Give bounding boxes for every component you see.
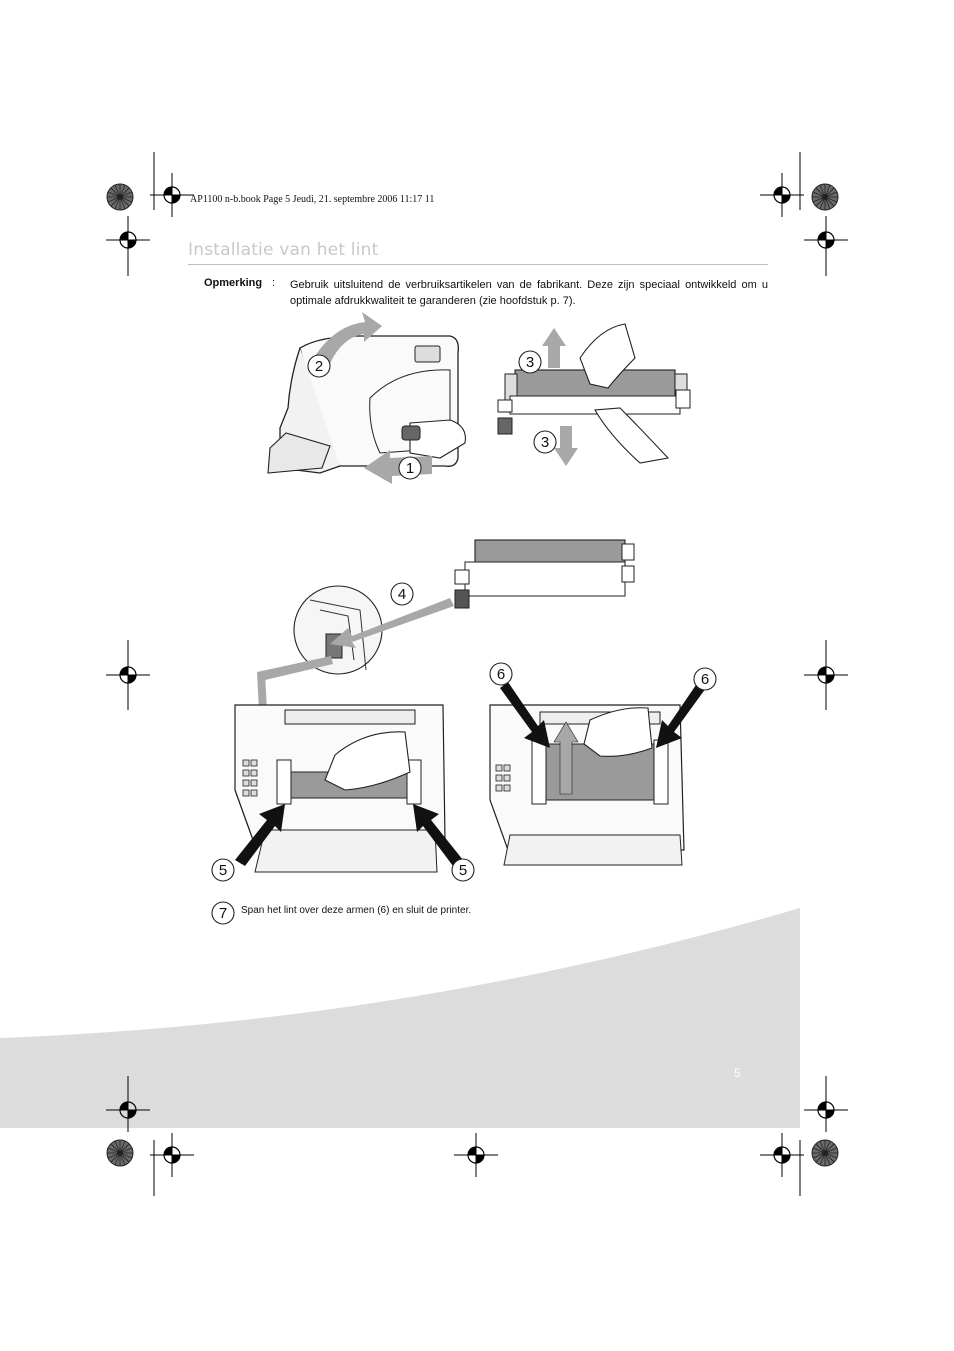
illustration-clip-ribbon	[205, 640, 485, 885]
step-number-5-right: 5	[458, 862, 468, 879]
step-number-6-left: 6	[496, 666, 506, 683]
title-divider	[188, 264, 768, 265]
note-label: Opmerking	[204, 277, 263, 289]
step-number-1: 1	[405, 460, 415, 477]
step-number-5-left: 5	[218, 862, 228, 879]
note-text: Gebruik uitsluitend de verbruiksartikelen van de fabrikant. Deze zijn speciaal ontwikkeld om u optimale afdrukkwaliteit te garanderen (zie hoofdstuk p. 7).	[290, 279, 768, 307]
page-title: Installatie van het lint	[188, 240, 379, 260]
note-colon: :	[272, 277, 276, 289]
step-number-4: 4	[397, 586, 407, 603]
illustration-tension-ribbon	[480, 660, 730, 880]
illustration-remove-ribbon	[490, 318, 700, 478]
page-number: 5	[734, 1066, 741, 1080]
file-header: AP1100 n-b.book Page 5 Jeudi, 21. septembre 2006 11:17 11	[190, 194, 435, 205]
step-7-badge	[210, 900, 236, 926]
step-number-3-top: 3	[525, 354, 535, 371]
step-number-2: 2	[314, 358, 324, 375]
step-number-6-right: 6	[700, 671, 710, 688]
step-number-7: 7	[218, 905, 228, 922]
step-7-caption: Span het lint over deze armen (6) en sluit de printer.	[241, 905, 472, 916]
step-number-3-bottom: 3	[540, 434, 550, 451]
illustration-open-printer	[260, 308, 480, 488]
